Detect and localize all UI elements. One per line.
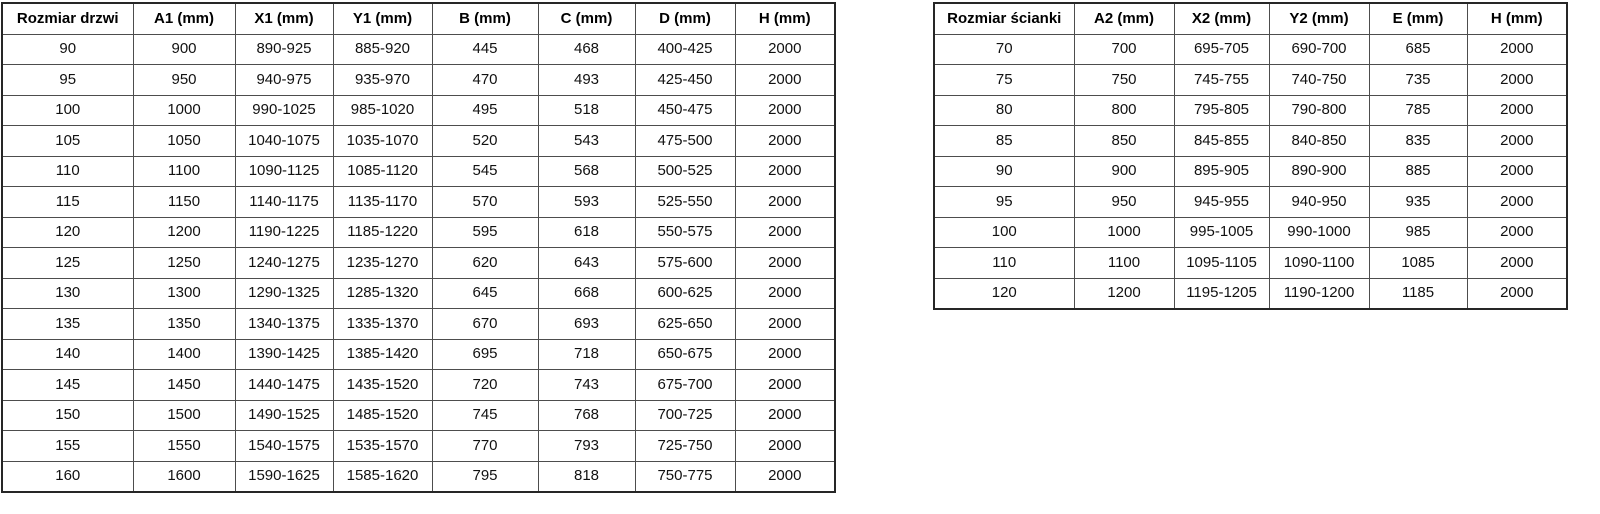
table-row (2, 309, 835, 340)
table-cell: 130 (2, 278, 133, 309)
table-cell: 1200 (1074, 278, 1174, 309)
table-cell: 643 (538, 248, 635, 279)
table-cell: 2000 (1467, 65, 1567, 96)
table-cell: 1040-1075 (235, 126, 333, 157)
table-cell: 685 (1369, 34, 1467, 65)
table-row (2, 248, 835, 279)
column-header: Rozmiar drzwi (2, 3, 133, 34)
table-cell: 1240-1275 (235, 248, 333, 279)
table-cell: 668 (538, 278, 635, 309)
table-cell: 2000 (1467, 126, 1567, 157)
table-cell: 120 (934, 278, 1074, 309)
table-cell: 593 (538, 187, 635, 218)
table-cell: 105 (2, 126, 133, 157)
table-cell: 935-970 (333, 65, 432, 96)
table-cell: 1050 (133, 126, 235, 157)
table-cell: 518 (538, 95, 635, 126)
table-row (2, 370, 835, 401)
table-cell: 1340-1375 (235, 309, 333, 340)
table-cell: 445 (432, 34, 538, 65)
table-cell: 720 (432, 370, 538, 401)
table-cell: 890-900 (1269, 156, 1369, 187)
table-cell: 795-805 (1174, 95, 1269, 126)
table-cell: 1290-1325 (235, 278, 333, 309)
table-row (934, 95, 1567, 126)
table-cell: 1435-1520 (333, 370, 432, 401)
table-row (934, 126, 1567, 157)
table-row (934, 248, 1567, 279)
table-cell: 695 (432, 339, 538, 370)
table-cell: 1450 (133, 370, 235, 401)
table-cell: 890-925 (235, 34, 333, 65)
table-cell: 2000 (735, 95, 835, 126)
table-cell: 1285-1320 (333, 278, 432, 309)
table-cell: 1100 (133, 156, 235, 187)
table-cell: 800 (1074, 95, 1174, 126)
table-cell: 1535-1570 (333, 431, 432, 462)
table-cell: 85 (934, 126, 1074, 157)
table-cell: 700 (1074, 34, 1174, 65)
table-cell: 840-850 (1269, 126, 1369, 157)
table-cell: 1090-1125 (235, 156, 333, 187)
table-cell: 550-575 (635, 217, 735, 248)
table-cell: 600-625 (635, 278, 735, 309)
header-row (934, 3, 1567, 34)
table-cell: 495 (432, 95, 538, 126)
table-row (2, 156, 835, 187)
table-row (2, 126, 835, 157)
table-cell: 950 (133, 65, 235, 96)
table-cell: 400-425 (635, 34, 735, 65)
table-cell: 1485-1520 (333, 400, 432, 431)
column-header: H (mm) (735, 3, 835, 34)
table-cell: 1490-1525 (235, 400, 333, 431)
table-cell: 1000 (133, 95, 235, 126)
table-cell: 545 (432, 156, 538, 187)
table-cell: 785 (1369, 95, 1467, 126)
header-row (2, 3, 835, 34)
table-cell: 520 (432, 126, 538, 157)
table-cell: 2000 (1467, 187, 1567, 218)
table-row (934, 156, 1567, 187)
table-row (2, 187, 835, 218)
table-cell: 2000 (735, 278, 835, 309)
door-size-table (1, 2, 836, 493)
column-header: D (mm) (635, 3, 735, 34)
table-cell: 718 (538, 339, 635, 370)
table-cell: 725-750 (635, 431, 735, 462)
table-cell: 1190-1225 (235, 217, 333, 248)
table-cell: 625-650 (635, 309, 735, 340)
table-cell: 618 (538, 217, 635, 248)
table-row (2, 461, 835, 492)
table-row (2, 65, 835, 96)
table-cell: 2000 (735, 309, 835, 340)
table-cell: 620 (432, 248, 538, 279)
table-cell: 575-600 (635, 248, 735, 279)
table-cell: 135 (2, 309, 133, 340)
table-cell: 2000 (735, 156, 835, 187)
table-cell: 650-675 (635, 339, 735, 370)
table-cell: 750 (1074, 65, 1174, 96)
table-cell: 940-950 (1269, 187, 1369, 218)
table-cell: 1440-1475 (235, 370, 333, 401)
table-cell: 2000 (735, 431, 835, 462)
column-header: H (mm) (1467, 3, 1567, 34)
table-cell: 945-955 (1174, 187, 1269, 218)
table-cell: 1400 (133, 339, 235, 370)
table-cell: 1185 (1369, 278, 1467, 309)
column-header: Y2 (mm) (1269, 3, 1369, 34)
table-cell: 1250 (133, 248, 235, 279)
table-cell: 795 (432, 461, 538, 492)
table-cell: 2000 (735, 126, 835, 157)
table-cell: 2000 (1467, 278, 1567, 309)
table-cell: 1500 (133, 400, 235, 431)
table-cell: 1235-1270 (333, 248, 432, 279)
table-cell: 468 (538, 34, 635, 65)
table-cell: 1600 (133, 461, 235, 492)
table-cell: 100 (934, 217, 1074, 248)
column-header: Y1 (mm) (333, 3, 432, 34)
table-cell: 100 (2, 95, 133, 126)
table-cell: 1185-1220 (333, 217, 432, 248)
table-cell: 160 (2, 461, 133, 492)
table-cell: 2000 (735, 339, 835, 370)
table-cell: 568 (538, 156, 635, 187)
table-cell: 2000 (735, 461, 835, 492)
column-header: X2 (mm) (1174, 3, 1269, 34)
table-cell: 1035-1070 (333, 126, 432, 157)
table-row (2, 95, 835, 126)
table-cell: 90 (2, 34, 133, 65)
table-cell: 75 (934, 65, 1074, 96)
table-cell: 595 (432, 217, 538, 248)
table-cell: 935 (1369, 187, 1467, 218)
table-cell: 1085-1120 (333, 156, 432, 187)
table-cell: 500-525 (635, 156, 735, 187)
table-cell: 1135-1170 (333, 187, 432, 218)
table-cell: 1190-1200 (1269, 278, 1369, 309)
table-cell: 80 (934, 95, 1074, 126)
table-row (2, 278, 835, 309)
table-cell: 2000 (735, 370, 835, 401)
table-cell: 1550 (133, 431, 235, 462)
table-cell: 995-1005 (1174, 217, 1269, 248)
table-cell: 895-905 (1174, 156, 1269, 187)
table-cell: 690-700 (1269, 34, 1369, 65)
table-cell: 1390-1425 (235, 339, 333, 370)
table-cell: 768 (538, 400, 635, 431)
table-cell: 990-1000 (1269, 217, 1369, 248)
table-cell: 745-755 (1174, 65, 1269, 96)
table-row (934, 187, 1567, 218)
table-cell: 900 (1074, 156, 1174, 187)
table-cell: 2000 (1467, 248, 1567, 279)
table-cell: 1095-1105 (1174, 248, 1269, 279)
table-cell: 2000 (1467, 34, 1567, 65)
table-cell: 793 (538, 431, 635, 462)
table-cell: 2000 (735, 400, 835, 431)
table-cell: 90 (934, 156, 1074, 187)
table-cell: 1195-1205 (1174, 278, 1269, 309)
table-cell: 770 (432, 431, 538, 462)
column-header: E (mm) (1369, 3, 1467, 34)
table-cell: 1100 (1074, 248, 1174, 279)
table-cell: 950 (1074, 187, 1174, 218)
table-cell: 2000 (735, 187, 835, 218)
table-cell: 750-775 (635, 461, 735, 492)
table-row (934, 278, 1567, 309)
column-header: Rozmiar ścianki (934, 3, 1074, 34)
table-cell: 2000 (735, 217, 835, 248)
table-cell: 1150 (133, 187, 235, 218)
table-cell: 155 (2, 431, 133, 462)
table-cell: 990-1025 (235, 95, 333, 126)
table-cell: 940-975 (235, 65, 333, 96)
table-cell: 2000 (735, 65, 835, 96)
table-cell: 2000 (1467, 217, 1567, 248)
table-cell: 470 (432, 65, 538, 96)
table-cell: 450-475 (635, 95, 735, 126)
table-cell: 110 (934, 248, 1074, 279)
table-cell: 1385-1420 (333, 339, 432, 370)
table-cell: 835 (1369, 126, 1467, 157)
table-cell: 120 (2, 217, 133, 248)
table-cell: 2000 (1467, 156, 1567, 187)
table-cell: 2000 (735, 248, 835, 279)
table-cell: 735 (1369, 65, 1467, 96)
table-cell: 885 (1369, 156, 1467, 187)
table-cell: 695-705 (1174, 34, 1269, 65)
column-header: A1 (mm) (133, 3, 235, 34)
table-row (934, 34, 1567, 65)
table-cell: 1300 (133, 278, 235, 309)
table-cell: 1540-1575 (235, 431, 333, 462)
table-cell: 1590-1625 (235, 461, 333, 492)
table-cell: 1200 (133, 217, 235, 248)
table-cell: 818 (538, 461, 635, 492)
table-cell: 985-1020 (333, 95, 432, 126)
table-row (2, 34, 835, 65)
table-cell: 70 (934, 34, 1074, 65)
table-cell: 845-855 (1174, 126, 1269, 157)
table-cell: 110 (2, 156, 133, 187)
table-cell: 2000 (1467, 95, 1567, 126)
table-cell: 645 (432, 278, 538, 309)
table-row (934, 65, 1567, 96)
table-cell: 1350 (133, 309, 235, 340)
table-cell: 125 (2, 248, 133, 279)
table-cell: 693 (538, 309, 635, 340)
table-row (934, 217, 1567, 248)
table-cell: 1090-1100 (1269, 248, 1369, 279)
column-header: A2 (mm) (1074, 3, 1174, 34)
table-cell: 885-920 (333, 34, 432, 65)
table-cell: 145 (2, 370, 133, 401)
table-cell: 570 (432, 187, 538, 218)
table-cell: 675-700 (635, 370, 735, 401)
table-cell: 140 (2, 339, 133, 370)
table-cell: 493 (538, 65, 635, 96)
table-row (2, 217, 835, 248)
table-cell: 790-800 (1269, 95, 1369, 126)
table-row (2, 431, 835, 462)
column-header: X1 (mm) (235, 3, 333, 34)
table-cell: 745 (432, 400, 538, 431)
table-cell: 543 (538, 126, 635, 157)
wall-size-table (933, 2, 1568, 310)
table-row (2, 339, 835, 370)
table-cell: 150 (2, 400, 133, 431)
table-cell: 1140-1175 (235, 187, 333, 218)
table-row (2, 400, 835, 431)
table-cell: 900 (133, 34, 235, 65)
table-cell: 425-450 (635, 65, 735, 96)
table-cell: 1085 (1369, 248, 1467, 279)
table-cell: 670 (432, 309, 538, 340)
table-cell: 743 (538, 370, 635, 401)
table-cell: 95 (934, 187, 1074, 218)
table-cell: 740-750 (1269, 65, 1369, 96)
table-cell: 475-500 (635, 126, 735, 157)
table-cell: 115 (2, 187, 133, 218)
table-cell: 1000 (1074, 217, 1174, 248)
table-cell: 1335-1370 (333, 309, 432, 340)
table-cell: 985 (1369, 217, 1467, 248)
table-cell: 700-725 (635, 400, 735, 431)
table-cell: 1585-1620 (333, 461, 432, 492)
table-cell: 525-550 (635, 187, 735, 218)
column-header: B (mm) (432, 3, 538, 34)
table-cell: 2000 (735, 34, 835, 65)
table-cell: 850 (1074, 126, 1174, 157)
table-cell: 95 (2, 65, 133, 96)
column-header: C (mm) (538, 3, 635, 34)
